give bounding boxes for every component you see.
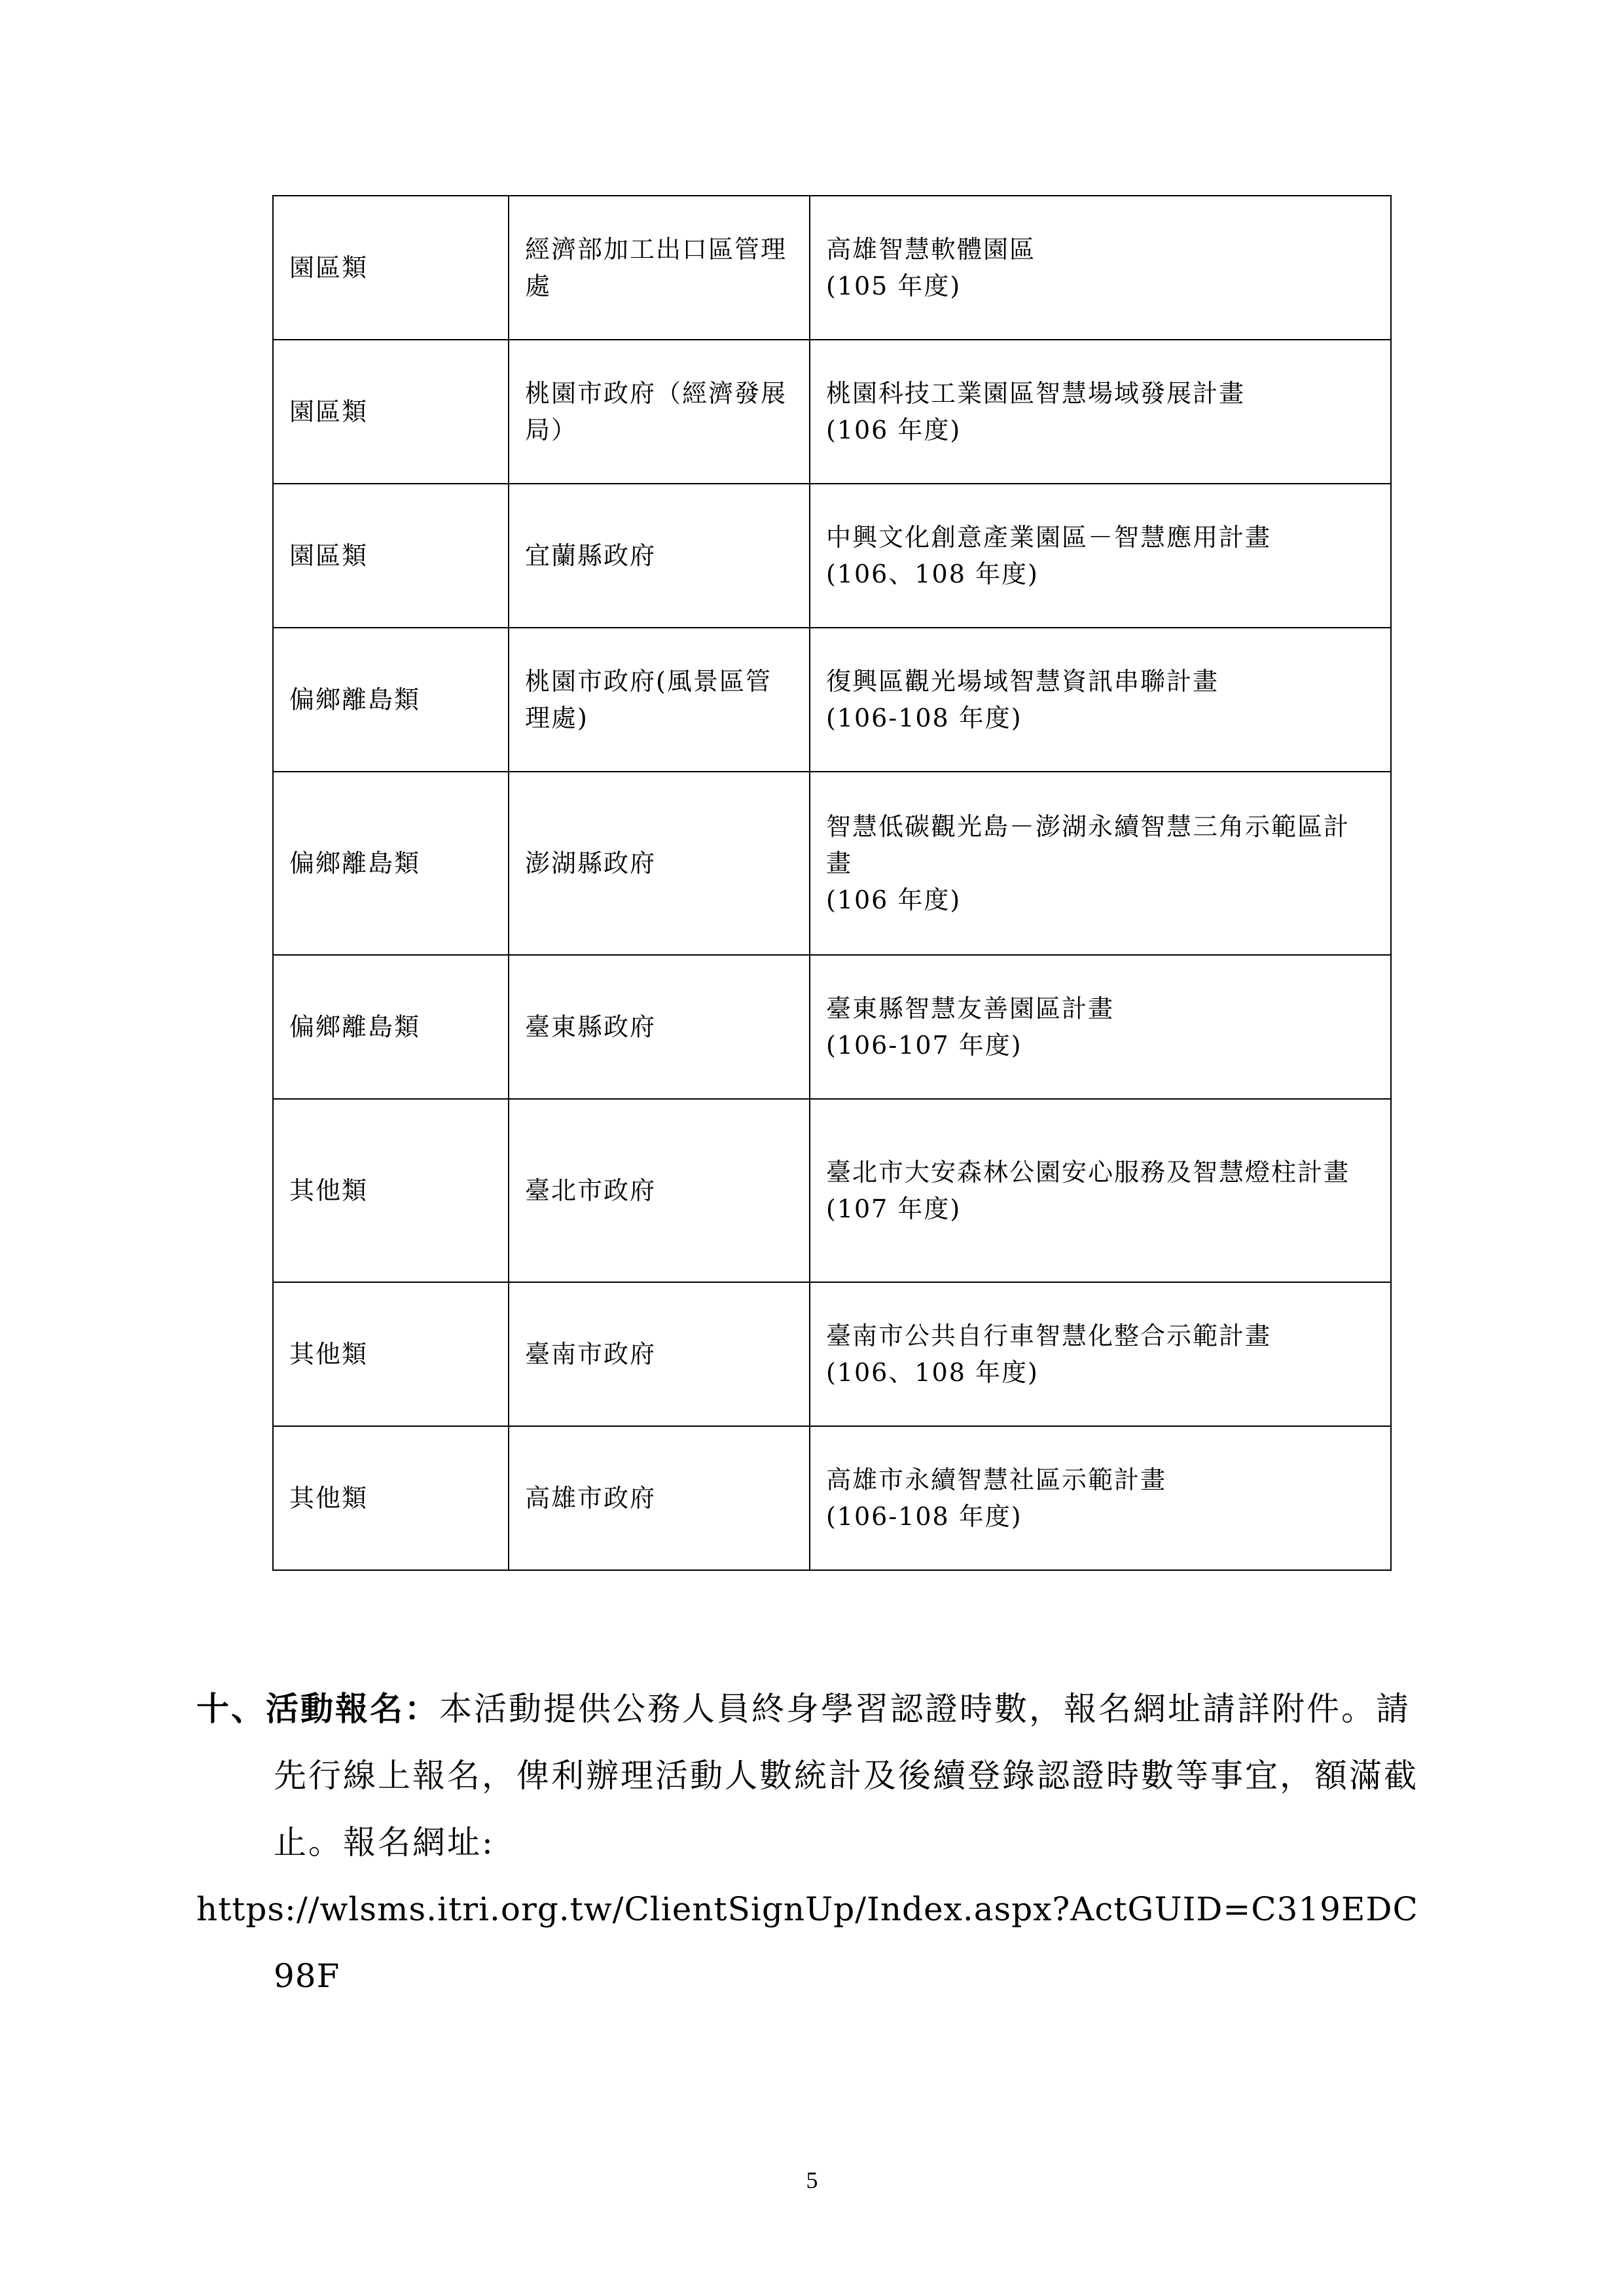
organization-cell: 臺北市政府 [509, 1099, 810, 1282]
category-cell: 偏鄉離島類 [273, 955, 509, 1099]
project-years: (106 年度) [826, 416, 962, 444]
organization-cell: 臺南市政府 [509, 1282, 810, 1426]
table-row [273, 196, 1391, 340]
project-years: (107 年度) [826, 1194, 962, 1223]
category-cell: 偏鄉離島類 [273, 772, 509, 955]
project-name: 臺東縣智慧友善園區計畫 [826, 994, 1115, 1023]
project-cell [810, 484, 1391, 628]
organization-cell: 經濟部加工出口區管理處 [509, 196, 810, 340]
project-cell [810, 1426, 1391, 1570]
category-cell: 偏鄉離島類 [273, 628, 509, 772]
project-years: (106 年度) [826, 886, 962, 914]
category-cell: 其他類 [273, 1282, 509, 1426]
organization-cell: 桃園市政府(風景區管理處) [509, 628, 810, 772]
category-cell: 園區類 [273, 340, 509, 484]
project-name: 臺北市大安森林公園安心服務及智慧燈柱計畫 [826, 1158, 1350, 1187]
registration-url[interactable]: https://wlsms.itri.org.tw/ClientSignUp/Index.aspx?ActGUID=C319EDC98F [196, 1890, 1418, 1995]
table-row [273, 1099, 1391, 1282]
project-cell [810, 772, 1391, 955]
project-name: 臺南市公共自行車智慧化整合示範計畫 [826, 1321, 1272, 1350]
section-body: 本活動提供公務人員終身學習認證時數，報名網址請詳附件。請先行線上報名，俾利辦理活動人數統計及後續登錄認證時數等事宜，額滿截止。報名網址: [274, 1690, 1418, 1861]
project-table [272, 195, 1392, 1571]
project-cell [810, 955, 1391, 1099]
project-cell [810, 1099, 1391, 1282]
table-row [273, 955, 1391, 1099]
category-cell: 其他類 [273, 1099, 509, 1282]
organization-cell: 宜蘭縣政府 [509, 484, 810, 628]
organization-cell: 臺東縣政府 [509, 955, 810, 1099]
page-number: 5 [806, 2167, 818, 2193]
project-years: (105 年度) [826, 272, 962, 300]
project-name: 智慧低碳觀光島－澎湖永續智慧三角示範區計畫 [826, 812, 1350, 878]
table-row [273, 628, 1391, 772]
table-row [273, 772, 1391, 955]
project-cell [810, 1282, 1391, 1426]
project-years: (106、108 年度) [826, 1358, 1039, 1387]
category-cell: 園區類 [273, 196, 509, 340]
project-name: 高雄市永續智慧社區示範計畫 [826, 1465, 1167, 1494]
organization-cell: 澎湖縣政府 [509, 772, 810, 955]
section-heading: 十、活動報名： [196, 1689, 439, 1728]
organization-cell: 高雄市政府 [509, 1426, 810, 1570]
registration-paragraph [196, 1676, 1420, 2009]
organization-cell: 桃園市政府（經濟發展局） [509, 340, 810, 484]
table-row [273, 1426, 1391, 1570]
table-row [273, 340, 1391, 484]
project-years: (106-107 年度) [826, 1031, 1022, 1060]
project-cell [810, 340, 1391, 484]
project-cell [810, 628, 1391, 772]
project-table-body [273, 196, 1391, 1570]
table-row [273, 1282, 1391, 1426]
project-name: 復興區觀光場域智慧資訊串聯計畫 [826, 667, 1219, 696]
project-years: (106-108 年度) [826, 704, 1022, 732]
project-years: (106、108 年度) [826, 560, 1039, 588]
category-cell: 其他類 [273, 1426, 509, 1570]
project-years: (106-108 年度) [826, 1502, 1022, 1531]
category-cell: 園區類 [273, 484, 509, 628]
table-row [273, 484, 1391, 628]
project-name: 高雄智慧軟體園區 [826, 235, 1036, 264]
project-name: 中興文化創意產業園區－智慧應用計畫 [826, 523, 1272, 552]
project-cell [810, 196, 1391, 340]
project-name: 桃園科技工業園區智慧場域發展計畫 [826, 379, 1246, 408]
registration-section [196, 1676, 1420, 2009]
